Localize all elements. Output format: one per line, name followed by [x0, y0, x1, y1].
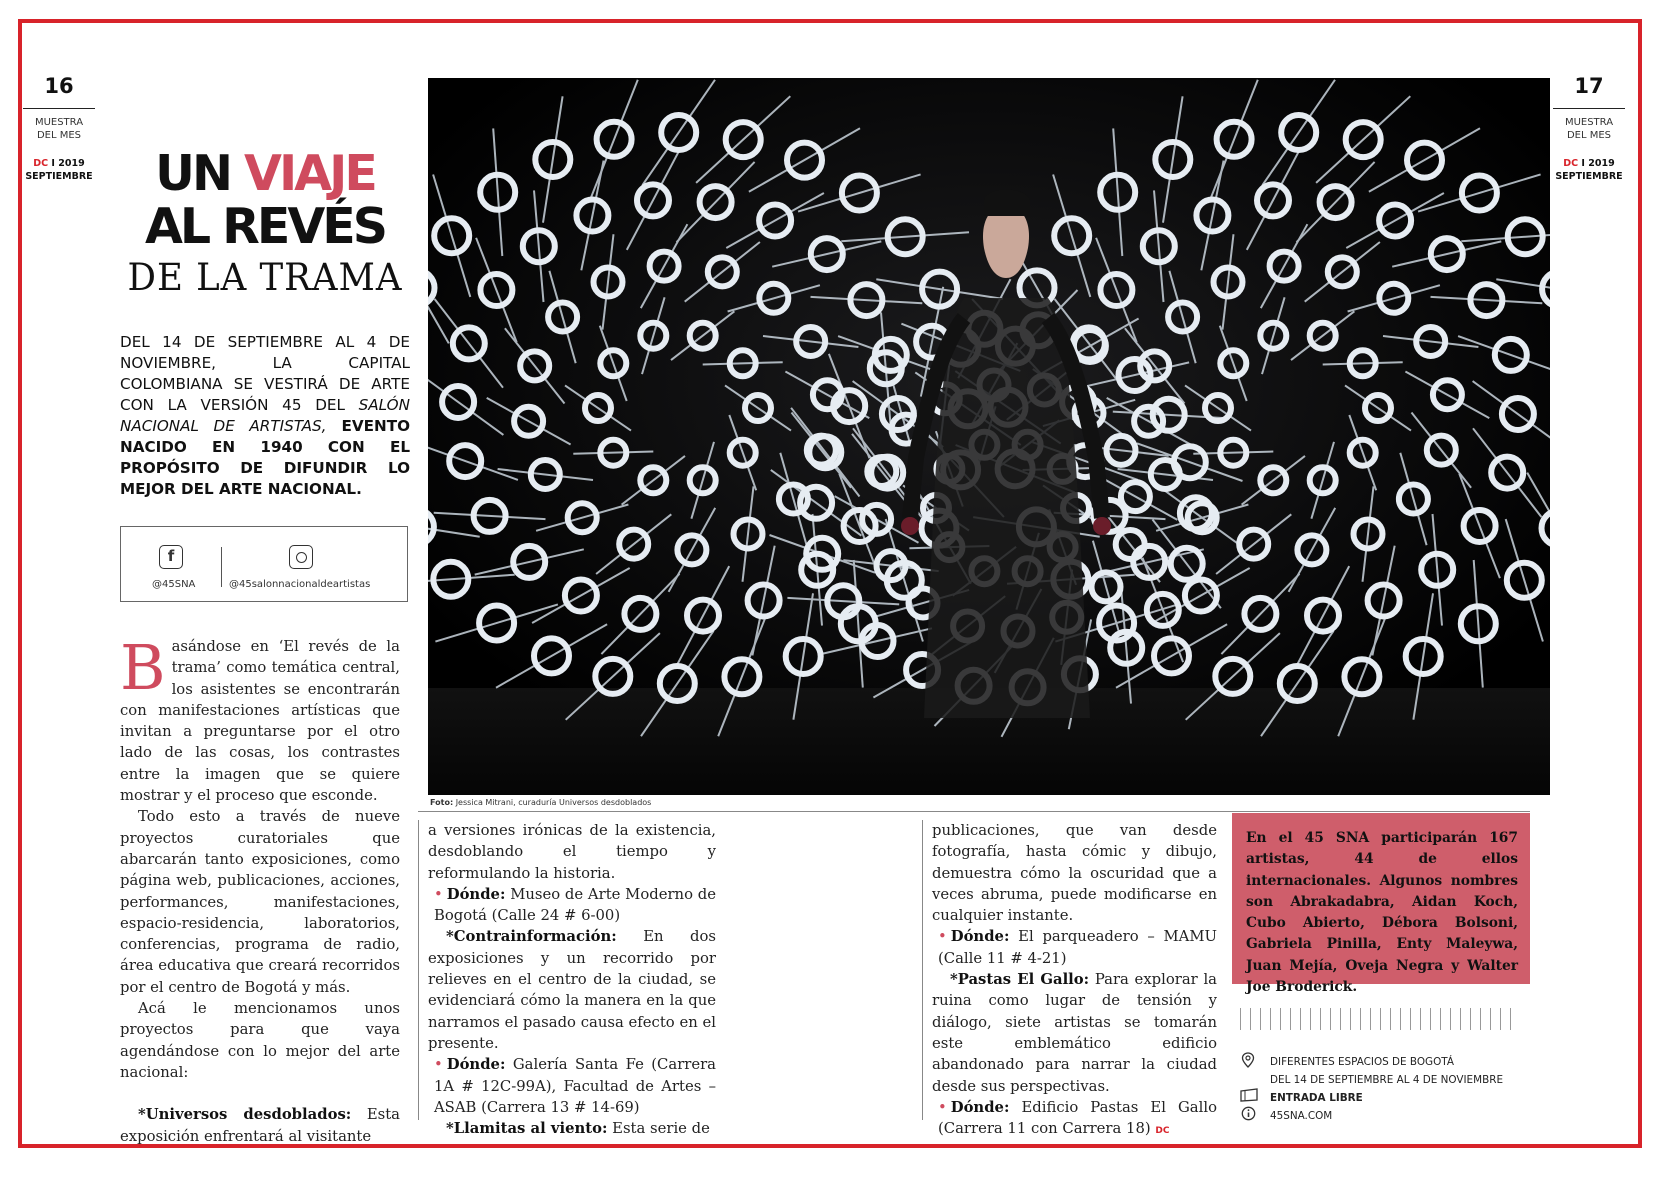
project-llamitas-text: Esta serie de: [607, 1120, 710, 1138]
where-label: Dónde:: [950, 928, 1010, 946]
headline-line-2: AL REVÉS: [144, 198, 386, 255]
location-pin-icon: [1240, 1052, 1256, 1068]
column-divider-left: [418, 820, 419, 1120]
body-paragraph-1: asándose en ‘El revés de la trama’ como temática central, los asistentes se encontrarán con manifestaciones artísticas que invitan a preguntarse por el otro lado de las cosas, los contrastes entre la imagen que se quiere mostrar y el proceso que esconde.: [120, 638, 400, 805]
bullet-icon: •: [434, 885, 443, 903]
info-location-text: DIFERENTES ESPACIOS DE BOGOTÁ: [1270, 1056, 1454, 1068]
where-label: Dónde:: [446, 1056, 506, 1074]
project-llamitas-continued: publicaciones, que van desde fotografía, hasta cómic y dibujo, demuestra cómo la oscuridad que a veces abruma, puede modificarse en cualquier instante.: [932, 822, 1217, 925]
left-issue-year: 2019: [58, 158, 85, 169]
lead-paragraph: [120, 332, 410, 500]
photo-rule: [418, 811, 1530, 812]
headline-line-1: [120, 145, 410, 202]
info-icon: [1240, 1106, 1256, 1122]
end-mark: DC: [1155, 1126, 1170, 1137]
left-issue-sep: I: [51, 158, 55, 169]
project-universos-text: Esta exposición enfrentará al visitante: [120, 1106, 400, 1145]
left-issue-label: [23, 157, 95, 183]
project-pastas-text: Para explorar la ruina como lugar de tensión y diálogo, siete artistas se tomarán este emblemático edificio abandonado para narrar la ciudad desde sus perspectivas.: [932, 971, 1217, 1095]
barcode-rule: [1240, 1008, 1516, 1030]
headline-word-un: UN: [155, 145, 245, 202]
where-parqueadero: El parqueadero – MAMU (Calle 11 # 4-21): [938, 928, 1217, 967]
left-issue-mark: DC: [33, 158, 49, 169]
left-page-number: 16: [44, 74, 74, 98]
headline-line-3: DE LA TRAMA: [127, 256, 403, 299]
instagram-handle: @45salonnacionaldeartistas: [229, 579, 371, 590]
project-contrainformacion-label: *Contrainformación:: [446, 928, 617, 946]
photo-credit: [430, 798, 651, 807]
right-issue-month: SEPTIEMBRE: [1555, 171, 1623, 182]
left-section-line-2: DEL MES: [36, 130, 82, 141]
callout-text: En el 45 SNA participarán 167 artistas, 44 de ellos internacionales. Algunos nombres son Abrakadabra, Aidan Koch, Cubo Abierto, Débora Bolsoni, Gabriela Pinilla, Enty Maleywa, Juan Mejía, Oveja Negra y Walter Joe Broderick.: [1246, 830, 1518, 996]
right-section-line-1: MUESTRA: [1564, 117, 1614, 128]
photo-credit-label: Foto:: [430, 798, 454, 807]
social-box: [120, 526, 408, 602]
bullet-icon: •: [434, 1056, 443, 1074]
right-issue-year: 2019: [1588, 158, 1615, 169]
right-section-line-2: DEL MES: [1566, 130, 1612, 141]
headline-word-viaje: VIAJE: [244, 145, 375, 202]
left-section-line-1: MUESTRA: [34, 117, 84, 128]
right-issue-mark: DC: [1563, 158, 1579, 169]
info-web-text: 45SNA.COM: [1270, 1110, 1333, 1122]
photo-credit-text: Jessica Mitrani, curaduría Universos desdoblados: [453, 798, 652, 807]
column-divider-right: [922, 820, 923, 1120]
right-page-rule: [1553, 108, 1625, 109]
body-paragraph-2: Todo esto a través de nueve proyectos curatoriales que abarcarán tanto exposiciones, como página web, publicaciones, acciones, performances, manifestaciones, espacio-residencia, laboratorios, conferencias, programa de radio, área educativa que creará recorridos por el centro de Bogotá y más.: [120, 808, 400, 996]
left-section-label: [23, 116, 95, 142]
where-museo: Museo de Arte Moderno de Bogotá (Calle 24 # 6-00): [434, 885, 716, 925]
lead-text: DEL 14 DE SEPTIEMBRE AL 4 DE NOVIEMBRE, LA CAPITAL COLOMBIANA SE VESTIRÁ DE ARTE CON LA VERSIÓN 45 DEL: [120, 333, 410, 414]
body-column-1: [120, 631, 400, 1147]
lead-italic: SALÓN NACIONAL DE ARTISTAS,: [120, 396, 410, 435]
project-llamitas-label: *Llamitas al viento:: [446, 1120, 608, 1138]
lead-bold: EVENTO NACIDO EN 1940 CON EL PROPÓSITO DE DIFUNDIR LO MEJOR DEL ARTE NACIONAL.: [120, 417, 410, 498]
where-pastas: Edificio Pastas El Gallo (Carrera 11 con Carrera 18): [938, 1098, 1217, 1138]
left-issue-month: SEPTIEMBRE: [25, 171, 93, 182]
ticket-icon: [1240, 1088, 1256, 1104]
social-divider: [221, 547, 222, 587]
body-column-3: [932, 820, 1217, 1142]
project-pastas-label: *Pastas El Gallo:: [950, 971, 1090, 989]
hero-photo: [428, 78, 1550, 795]
facebook-icon: f: [159, 545, 183, 569]
body-column-2: [428, 820, 716, 1139]
right-page-number: 17: [1574, 74, 1604, 98]
bullet-icon: •: [938, 1098, 947, 1116]
where-galeria: Galería Santa Fe (Carrera 1A # 12C-99A), Facultad de Artes – ASAB (Carrera 13 # 14-69): [434, 1056, 716, 1116]
right-issue-label: [1553, 157, 1625, 183]
bullet-icon: •: [938, 928, 947, 946]
artists-callout: [1232, 813, 1530, 996]
info-dates-text: DEL 14 DE SEPTIEMBRE AL 4 DE NOVIEMBRE: [1270, 1074, 1504, 1086]
left-page-rule: [23, 108, 95, 109]
where-label: Dónde:: [446, 885, 506, 903]
instagram-icon: [289, 545, 313, 569]
where-label: Dónde:: [950, 1098, 1010, 1116]
info-entry-text: ENTRADA LIBRE: [1270, 1092, 1363, 1104]
facebook-handle: @45SNA: [152, 579, 196, 590]
project-universos-continued: a versiones irónicas de la existencia, desdoblando el tiempo y reformulando la historia.: [428, 822, 716, 882]
right-section-label: [1553, 116, 1625, 142]
drop-cap: B: [120, 631, 166, 704]
project-contrainformacion-text: En dos exposiciones y un recorrido por relieves en el centro de la ciudad, se evidenciará cómo la manera en la que narramos el pasado causa efecto en el presente.: [428, 928, 716, 1052]
hero-photo-art: [428, 78, 1550, 795]
project-universos-label: *Universos desdoblados:: [138, 1106, 352, 1124]
body-paragraph-3: Acá le mencionamos unos proyectos para que vaya agendándose con lo mejor del arte nacional:: [120, 1000, 400, 1081]
right-issue-sep: I: [1581, 158, 1585, 169]
